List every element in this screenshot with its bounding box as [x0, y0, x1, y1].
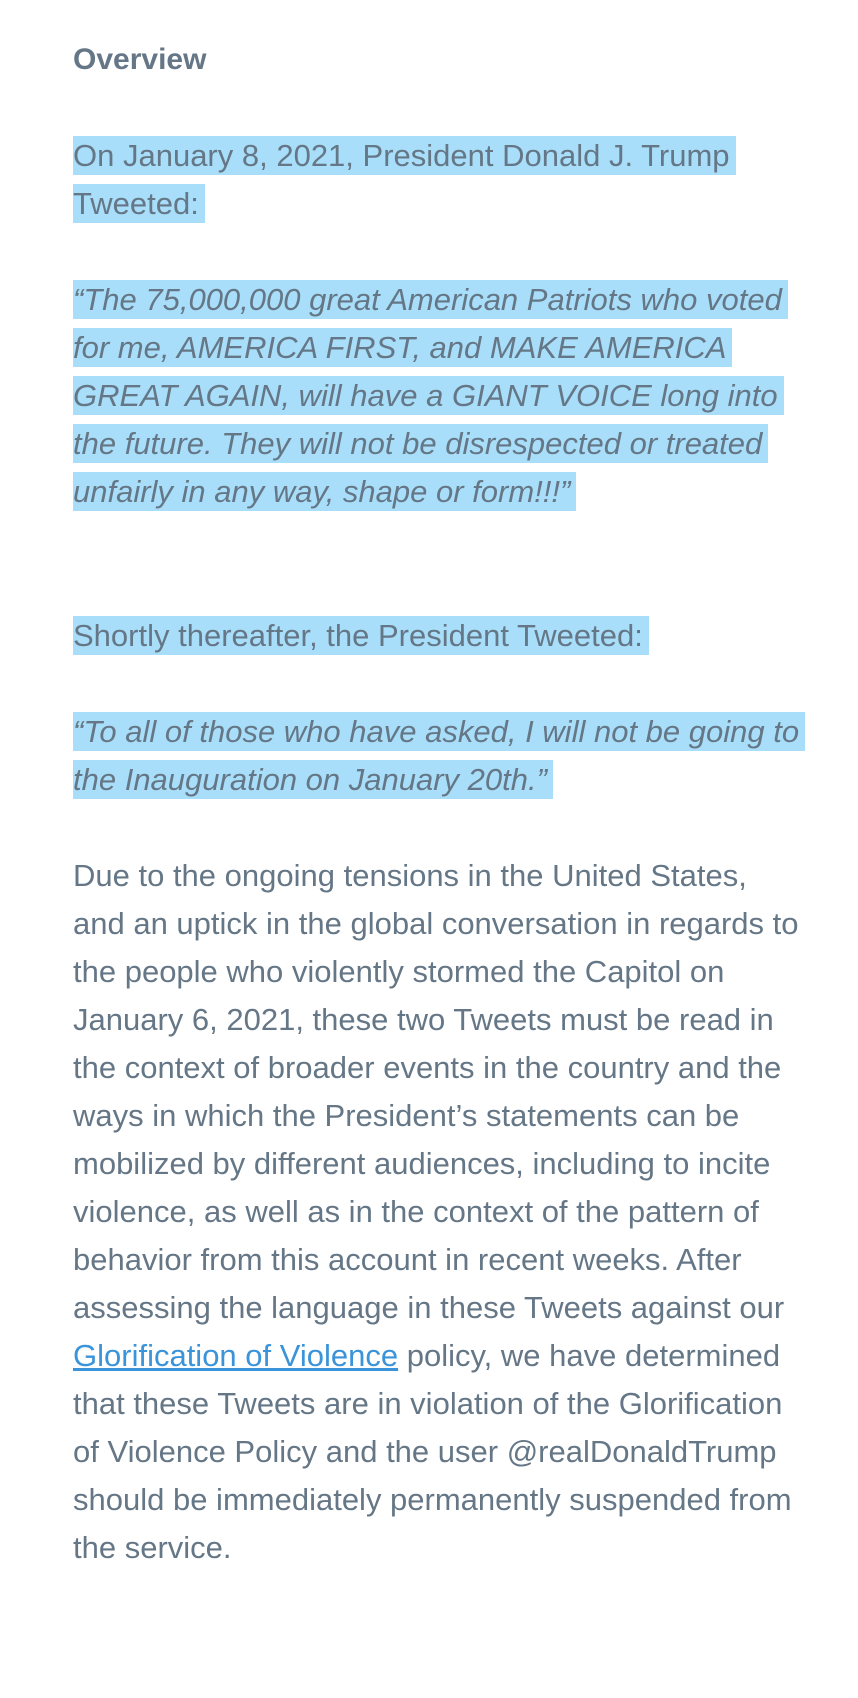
highlighted-quote: “The 75,000,000 great American Patriots who voted for me, AMERICA FIRST, and MAKE AMERICA GREAT AGAIN, will have a GIANT VOICE long into the future. They will not be disrespected or treated unfairly in any way, shape or form!!!” [73, 280, 788, 511]
intro-paragraph [73, 132, 803, 228]
section-heading: Overview [73, 43, 207, 76]
highlighted-text: Shortly thereafter, the President Tweeted: [73, 616, 649, 655]
glorification-of-violence-link[interactable]: Glorification of Violence [73, 1338, 399, 1373]
quoted-tweet-2 [73, 708, 803, 804]
assessment-text-end: policy, we have determined that these Tweets are in violation of the Glorification of Violence Policy and the user @realDonaldTrump should be immediately permanently suspended from the service. [73, 1338, 792, 1565]
assessment-paragraph [73, 852, 803, 1572]
transition-paragraph [73, 612, 803, 660]
assessment-text-start: Due to the ongoing tensions in the United States, and an uptick in the global conversation in regards to the people who violently stormed the Capitol on January 6, 2021, these two Tweets must be read in the context of broader events in the country and the ways in which the President’s statements can be mobilized by different audiences, including to incite violence, as well as in the context of the pattern of behavior from this account in recent weeks. After assessing the language in these Tweets against our [73, 858, 799, 1325]
highlighted-quote: “To all of those who have asked, I will not be going to the Inauguration on January 20th.” [73, 712, 805, 799]
quoted-tweet-1 [73, 276, 803, 516]
highlighted-text: On January 8, 2021, President Donald J. Trump Tweeted: [73, 136, 736, 223]
